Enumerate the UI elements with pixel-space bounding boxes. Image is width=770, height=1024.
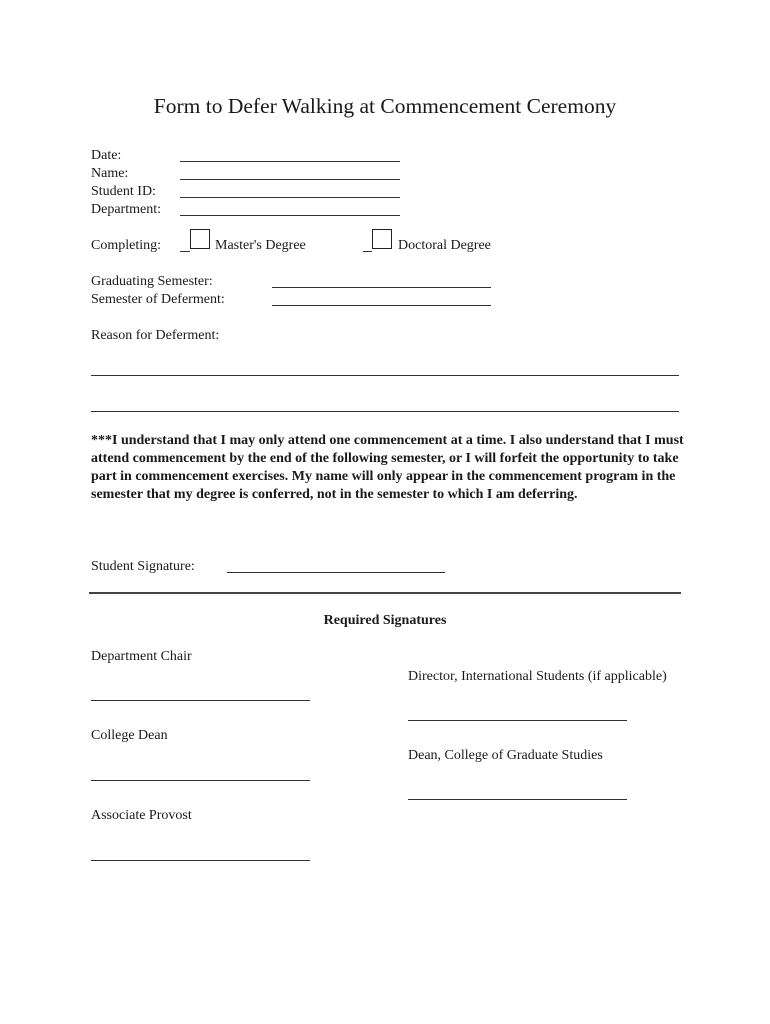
doctoral-underline [363, 251, 372, 252]
student-id-label: Student ID: [91, 184, 156, 199]
reason-label: Reason for Deferment: [91, 328, 220, 343]
department-label: Department: [91, 202, 161, 217]
masters-option-label: Master's Degree [215, 238, 306, 253]
director-international-label: Director, International Students (if applicable) [408, 669, 667, 684]
deferment-semester-field[interactable] [272, 305, 491, 306]
student-signature-field[interactable] [227, 572, 445, 573]
graduating-semester-label: Graduating Semester: [91, 274, 213, 289]
dean-graduate-signature-field[interactable] [408, 799, 627, 800]
department-chair-label: Department Chair [91, 649, 192, 664]
required-signatures-heading: Required Signatures [323, 613, 447, 628]
associate-provost-signature-field[interactable] [91, 860, 310, 861]
masters-checkbox[interactable] [190, 229, 210, 249]
department-chair-signature-field[interactable] [91, 700, 310, 701]
college-dean-label: College Dean [91, 728, 168, 743]
student-signature-label: Student Signature: [91, 559, 195, 574]
name-field[interactable] [180, 179, 400, 180]
date-field[interactable] [180, 161, 400, 162]
page-title: Form to Defer Walking at Commencement Ceremony [153, 94, 617, 118]
department-field[interactable] [180, 215, 400, 216]
acknowledgement-notice: ***I understand that I may only attend one commencement at a time. I also understand that I must attend commencement by the end of the following semester, or I will forfeit the opportunity to take part in commencement exercises. My name will only appear in the commencement program in the semester that my degree is conferred, not in the semester to which I am deferring. [91, 433, 684, 502]
student-id-field[interactable] [180, 197, 400, 198]
completing-label: Completing: [91, 238, 161, 253]
graduating-semester-field[interactable] [272, 287, 491, 288]
director-international-signature-field[interactable] [408, 720, 627, 721]
reason-line-1[interactable] [91, 375, 679, 376]
doctoral-option-label: Doctoral Degree [398, 238, 491, 253]
dean-graduate-label: Dean, College of Graduate Studies [408, 748, 603, 763]
associate-provost-label: Associate Provost [91, 808, 192, 823]
college-dean-signature-field[interactable] [91, 780, 310, 781]
section-divider [89, 592, 681, 594]
reason-line-2[interactable] [91, 411, 679, 412]
deferment-semester-label: Semester of Deferment: [91, 292, 225, 307]
name-label: Name: [91, 166, 129, 181]
masters-underline [180, 251, 190, 252]
doctoral-checkbox[interactable] [372, 229, 392, 249]
date-label: Date: [91, 148, 122, 163]
